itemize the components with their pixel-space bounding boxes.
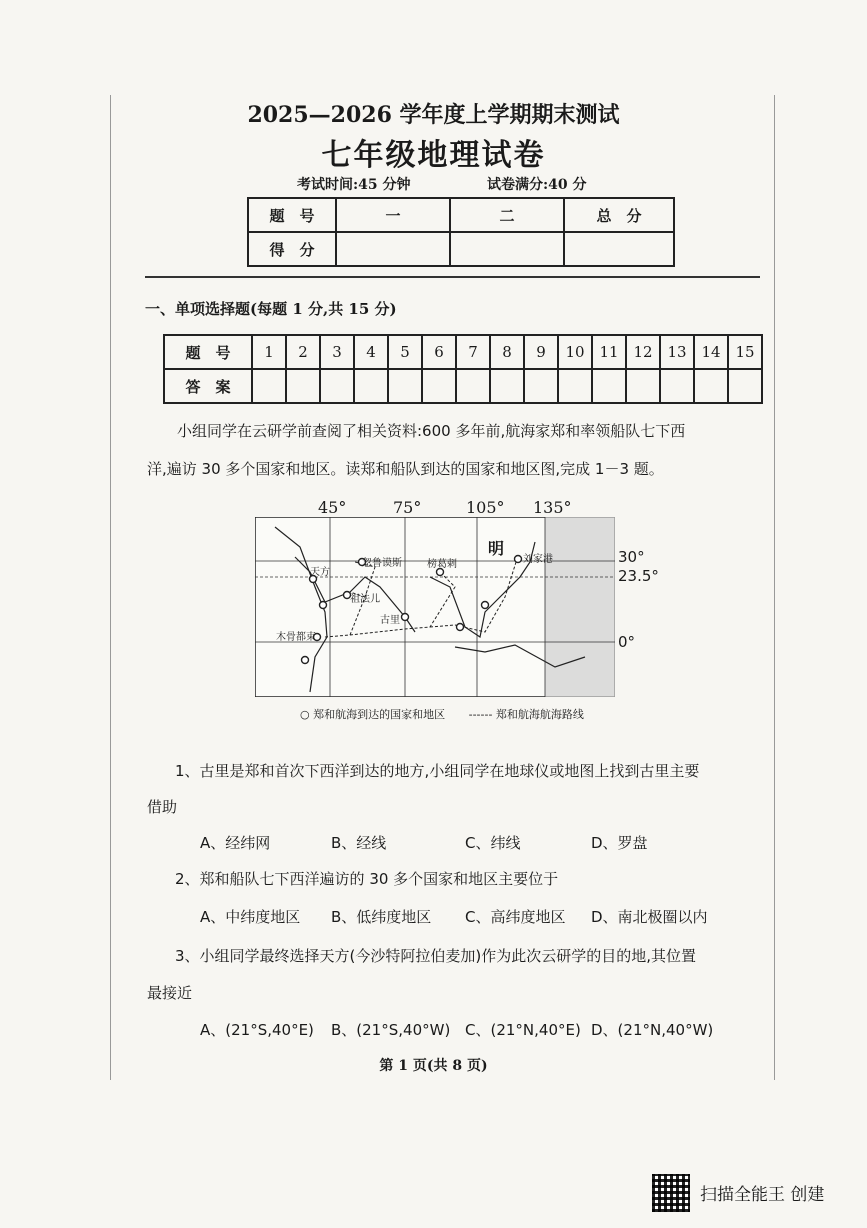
answer-input-cell[interactable]	[626, 369, 660, 403]
question-3-option-d[interactable]: D、(21°N,40°W)	[591, 1021, 714, 1039]
port	[320, 602, 327, 609]
exam-total-score: 试卷满分:40 分	[487, 177, 587, 193]
lat-label: 0°	[618, 633, 636, 651]
score-table-cell: 题 号	[248, 198, 336, 232]
question-number-cell: 4	[354, 335, 388, 369]
answer-input-cell[interactable]	[490, 369, 524, 403]
place-label-mogadishu: 木骨都束	[276, 632, 316, 643]
score-table-cell: 一	[336, 198, 450, 232]
answer-input-cell[interactable]	[252, 369, 286, 403]
question-number-cell: 9	[524, 335, 558, 369]
answer-input-cell[interactable]	[456, 369, 490, 403]
qr-code-icon	[652, 1174, 690, 1212]
place-label-bengal: 榜葛剌	[427, 559, 457, 570]
lat-label: 30°	[618, 548, 645, 566]
question-number-cell: 13	[660, 335, 694, 369]
page-number: 第 1 页(共 8 页)	[379, 1058, 488, 1074]
map-shaded-ocean	[545, 517, 615, 697]
intro-line: 小组同学在云研学前查阅了相关资料:600 多年前,航海家郑和率领船队七下西	[177, 422, 686, 440]
question-number-cell: 14	[694, 335, 728, 369]
question-number-cell: 8	[490, 335, 524, 369]
place-label-tianfang: 天方	[310, 567, 330, 578]
place-label-zufar: 祖法儿	[350, 594, 380, 605]
port-liujiagang	[515, 556, 522, 563]
question-number-cell: 5	[388, 335, 422, 369]
exam-subject-title: 七年级地理试卷	[321, 138, 546, 173]
question-1-stem-cont: 借助	[147, 798, 178, 816]
question-3-stem-cont: 最接近	[147, 984, 193, 1002]
legend-route-label: 郑和航海航海路线	[495, 708, 584, 721]
score-input-cell[interactable]	[336, 232, 450, 266]
question-number-cell: 6	[422, 335, 456, 369]
place-label-hormuz: 忽鲁谟斯	[362, 558, 402, 569]
score-table-cell: 二	[450, 198, 564, 232]
answer-input-cell[interactable]	[558, 369, 592, 403]
question-2-option-a[interactable]: A、中纬度地区	[200, 908, 301, 926]
port-calicut	[402, 614, 409, 621]
lon-label: 105°	[466, 498, 505, 517]
answer-input-cell[interactable]	[524, 369, 558, 403]
question-3-option-c[interactable]: C、(21°N,40°E)	[465, 1021, 581, 1039]
place-label-ming: 明	[488, 539, 505, 558]
port	[482, 602, 489, 609]
lon-label: 75°	[393, 498, 422, 517]
legend-point-label: 郑和航海到达的国家和地区	[313, 708, 446, 721]
score-input-cell[interactable]	[450, 232, 564, 266]
exam-time: 考试时间:45 分钟	[297, 177, 411, 193]
lon-label: 45°	[318, 498, 347, 517]
score-table-cell: 总 分	[564, 198, 674, 232]
port	[302, 657, 309, 664]
question-2-option-b[interactable]: B、低纬度地区	[331, 908, 432, 926]
question-number-cell: 7	[456, 335, 490, 369]
answer-table	[163, 334, 763, 404]
question-number-cell: 11	[592, 335, 626, 369]
legend-route-icon: ------	[468, 708, 496, 721]
question-1-option-b[interactable]: B、经线	[331, 834, 387, 852]
question-number-cell: 15	[728, 335, 762, 369]
map-legend	[300, 706, 584, 722]
place-label-liujiagang: 刘家港	[523, 554, 553, 565]
question-2-stem: 2、郑和船队七下西洋遍访的 30 多个国家和地区主要位于	[175, 870, 559, 888]
intro-line: 洋,遍访 30 多个国家和地区。读郑和船队到达的国家和地区图,完成 1－3 题。	[147, 460, 664, 478]
question-1-stem: 1、古里是郑和首次下西洋到达的地方,小组同学在地球仪或地图上找到古里主要	[175, 762, 700, 780]
question-number-cell: 2	[286, 335, 320, 369]
question-1-option-d[interactable]: D、罗盘	[591, 834, 648, 852]
answer-input-cell[interactable]	[354, 369, 388, 403]
question-2-option-d[interactable]: D、南北极圈以内	[591, 908, 708, 926]
score-table-cell: 得 分	[248, 232, 336, 266]
scanner-watermark: 扫描全能王 创建	[700, 1185, 825, 1205]
page-fold-right	[774, 95, 775, 1080]
question-number-cell: 12	[626, 335, 660, 369]
answer-input-cell[interactable]	[286, 369, 320, 403]
question-number-cell: 1	[252, 335, 286, 369]
answer-input-cell[interactable]	[660, 369, 694, 403]
question-3-stem: 3、小组同学最终选择天方(今沙特阿拉伯麦加)作为此次云研学的目的地,其位置	[175, 947, 697, 965]
question-1-option-a[interactable]: A、经纬网	[200, 834, 271, 852]
answer-input-cell[interactable]	[592, 369, 626, 403]
answer-input-cell[interactable]	[320, 369, 354, 403]
score-table	[247, 197, 675, 267]
question-number-cell: 10	[558, 335, 592, 369]
lat-label: 23.5°	[618, 567, 659, 585]
legend-point-icon: ○	[300, 708, 314, 721]
port	[457, 624, 464, 631]
score-input-cell[interactable]	[564, 232, 674, 266]
question-2-option-c[interactable]: C、高纬度地区	[465, 908, 566, 926]
place-label-calicut: 古里	[380, 615, 400, 626]
question-3-option-a[interactable]: A、(21°S,40°E)	[200, 1021, 314, 1039]
divider	[145, 276, 760, 278]
answer-input-cell[interactable]	[422, 369, 456, 403]
section-heading: 一、单项选择题(每题 1 分,共 15 分)	[145, 300, 397, 318]
exam-year-title: 2025—2026 学年度上学期期末测试	[247, 102, 620, 128]
answer-table-header: 答 案	[164, 369, 252, 403]
question-1-option-c[interactable]: C、纬线	[465, 834, 521, 852]
answer-input-cell[interactable]	[694, 369, 728, 403]
lon-label: 135°	[533, 498, 572, 517]
answer-input-cell[interactable]	[728, 369, 762, 403]
answer-table-header: 题 号	[164, 335, 252, 369]
zheng-he-route-map	[255, 517, 615, 697]
page-fold-left	[110, 95, 111, 1080]
question-number-cell: 3	[320, 335, 354, 369]
question-3-option-b[interactable]: B、(21°S,40°W)	[331, 1021, 451, 1039]
answer-input-cell[interactable]	[388, 369, 422, 403]
